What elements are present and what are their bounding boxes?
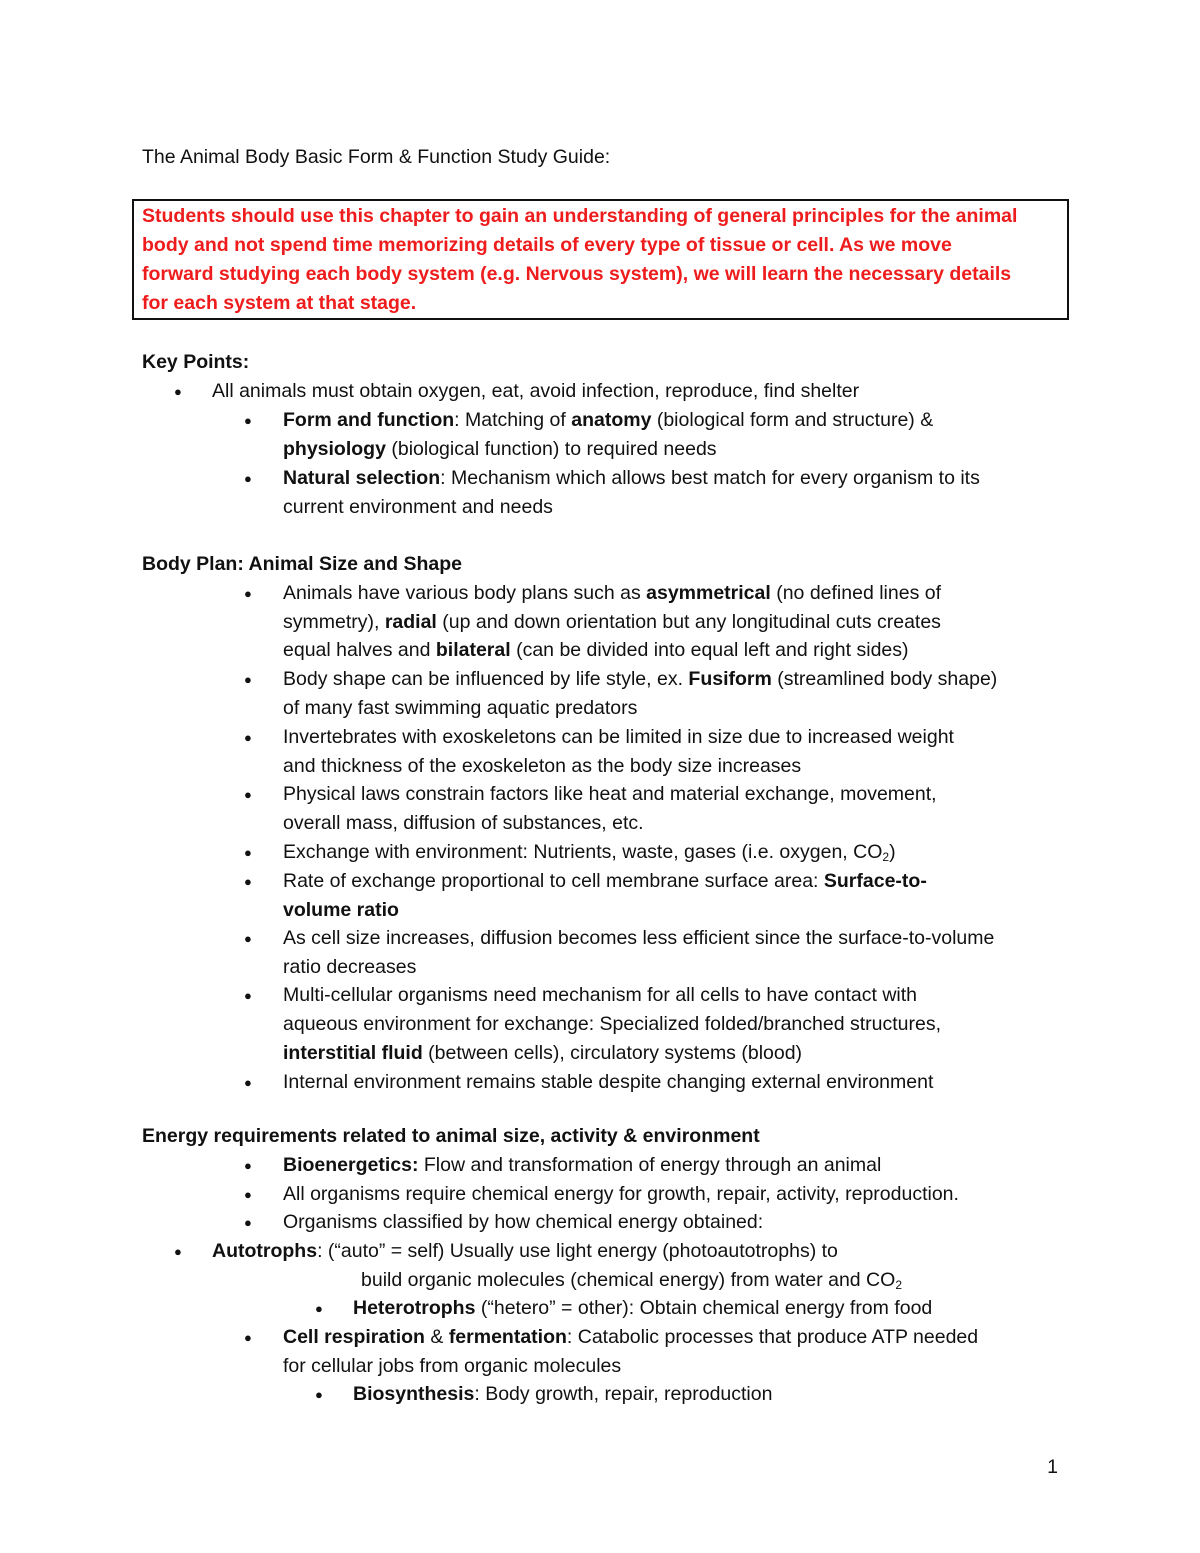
body-plan-point-6-line-2: volume ratio: [283, 899, 399, 921]
body-plan-point-5: Exchange with environment: Nutrients, waste, gases (i.e. oxygen, $CO_2$): [283, 841, 896, 864]
key-point-2-line-2: physiology (biological function) to required needs: [283, 438, 717, 460]
page-number: 1: [1047, 1456, 1058, 1478]
body-plan-point-1-line-2: symmetry), radial (up and down orientation but any longitudinal cuts creates: [283, 611, 941, 633]
notice-line-1: Students should use this chapter to gain an understanding of general principles for the animal: [142, 205, 1018, 227]
body-plan-point-2-line-1: Body shape can be influenced by life style, ex. Fusiform (streamlined body shape): [283, 668, 998, 690]
body-plan-point-1-line-3: equal halves and bilateral (can be divided into equal left and right sides): [283, 639, 909, 661]
energy-point-3: Organisms classified by how chemical energy obtained:: [283, 1211, 764, 1233]
energy-point-4-line-1: Autotrophs: (“auto” = self) Usually use light energy (photoautotrophs) to: [212, 1240, 838, 1262]
bullet-icon: ●: [244, 413, 252, 428]
body-plan-point-8-line-2: aqueous environment for exchange: Specialized folded/branched structures,: [283, 1013, 941, 1035]
body-plan-point-4-line-1: Physical laws constrain factors like heat and material exchange, movement,: [283, 783, 937, 805]
body-plan-point-6-line-1: Rate of exchange proportional to cell membrane surface area: Surface-to-: [283, 870, 927, 892]
bullet-icon: ●: [244, 1187, 252, 1202]
body-plan-point-7-line-2: ratio decreases: [283, 956, 417, 978]
notice-line-3: forward studying each body system (e.g. Nervous system), we will learn the necessary details: [142, 263, 1012, 285]
bullet-icon: ●: [174, 384, 182, 399]
body-plan-point-4-line-2: overall mass, diffusion of substances, etc.: [283, 812, 644, 834]
notice-line-4: for each system at that stage.: [142, 292, 417, 314]
key-point-1: All animals must obtain oxygen, eat, avoid infection, reproduce, find shelter: [212, 380, 860, 402]
key-point-3-line-1: Natural selection: Mechanism which allows best match for every organism to its: [283, 467, 980, 489]
key-point-3-line-2: current environment and needs: [283, 496, 553, 518]
energy-point-7: Biosynthesis: Body growth, repair, reproduction: [353, 1383, 773, 1405]
bullet-icon: ●: [244, 1075, 252, 1090]
bullet-icon: ●: [244, 874, 252, 889]
body-plan-heading: Body Plan: Animal Size and Shape: [142, 553, 463, 575]
energy-point-4-line-2: build organic molecules (chemical energy) from water and $CO_2$: [361, 1269, 902, 1292]
bullet-icon: ●: [244, 845, 252, 860]
energy-point-6-line-1: Cell respiration & fermentation: Catabolic processes that produce ATP needed: [283, 1326, 979, 1348]
body-plan-point-8-line-3: interstitial fluid (between cells), circulatory systems (blood): [283, 1042, 803, 1064]
page-title: The Animal Body Basic Form & Function Study Guide:: [142, 146, 611, 168]
bullet-icon: ●: [244, 730, 252, 745]
energy-point-5: Heterotrophs (“hetero” = other): Obtain chemical energy from food: [353, 1297, 933, 1319]
bullet-icon: ●: [174, 1244, 182, 1259]
body-plan-point-3-line-1: Invertebrates with exoskeletons can be limited in size due to increased weight: [283, 726, 954, 748]
notice-line-2: body and not spend time memorizing details of every type of tissue or cell. As we move: [142, 234, 952, 256]
bullet-icon: ●: [244, 1330, 252, 1345]
bullet-icon: ●: [315, 1387, 323, 1402]
bullet-icon: ●: [244, 672, 252, 687]
key-point-2-line-1: Form and function: Matching of anatomy (biological form and structure) &: [283, 409, 934, 431]
body-plan-point-9: Internal environment remains stable despite changing external environment: [283, 1071, 934, 1093]
energy-heading: Energy requirements related to animal size, activity & environment: [142, 1125, 760, 1147]
bullet-icon: ●: [244, 586, 252, 601]
bullet-icon: ●: [244, 787, 252, 802]
body-plan-point-7-line-1: As cell size increases, diffusion becomes less efficient since the surface-to-volume: [283, 927, 995, 949]
notice-box: [132, 199, 1069, 320]
energy-point-1: Bioenergetics: Flow and transformation of energy through an animal: [283, 1154, 882, 1176]
key-points-heading: Key Points:: [142, 351, 250, 373]
body-plan-point-2-line-2: of many fast swimming aquatic predators: [283, 697, 638, 719]
energy-point-2: All organisms require chemical energy for growth, repair, activity, reproduction.: [283, 1183, 959, 1205]
body-plan-point-8-line-1: Multi-cellular organisms need mechanism for all cells to have contact with: [283, 984, 918, 1006]
bullet-icon: ●: [244, 471, 252, 486]
energy-point-6-line-2: for cellular jobs from organic molecules: [283, 1355, 622, 1377]
bullet-icon: ●: [244, 988, 252, 1003]
body-plan-point-1-line-1: Animals have various body plans such as asymmetrical (no defined lines of: [283, 582, 941, 604]
bullet-icon: ●: [244, 931, 252, 946]
body-plan-point-3-line-2: and thickness of the exoskeleton as the body size increases: [283, 755, 802, 777]
bullet-icon: ●: [315, 1301, 323, 1316]
bullet-icon: ●: [244, 1215, 252, 1230]
bullet-icon: ●: [244, 1158, 252, 1173]
